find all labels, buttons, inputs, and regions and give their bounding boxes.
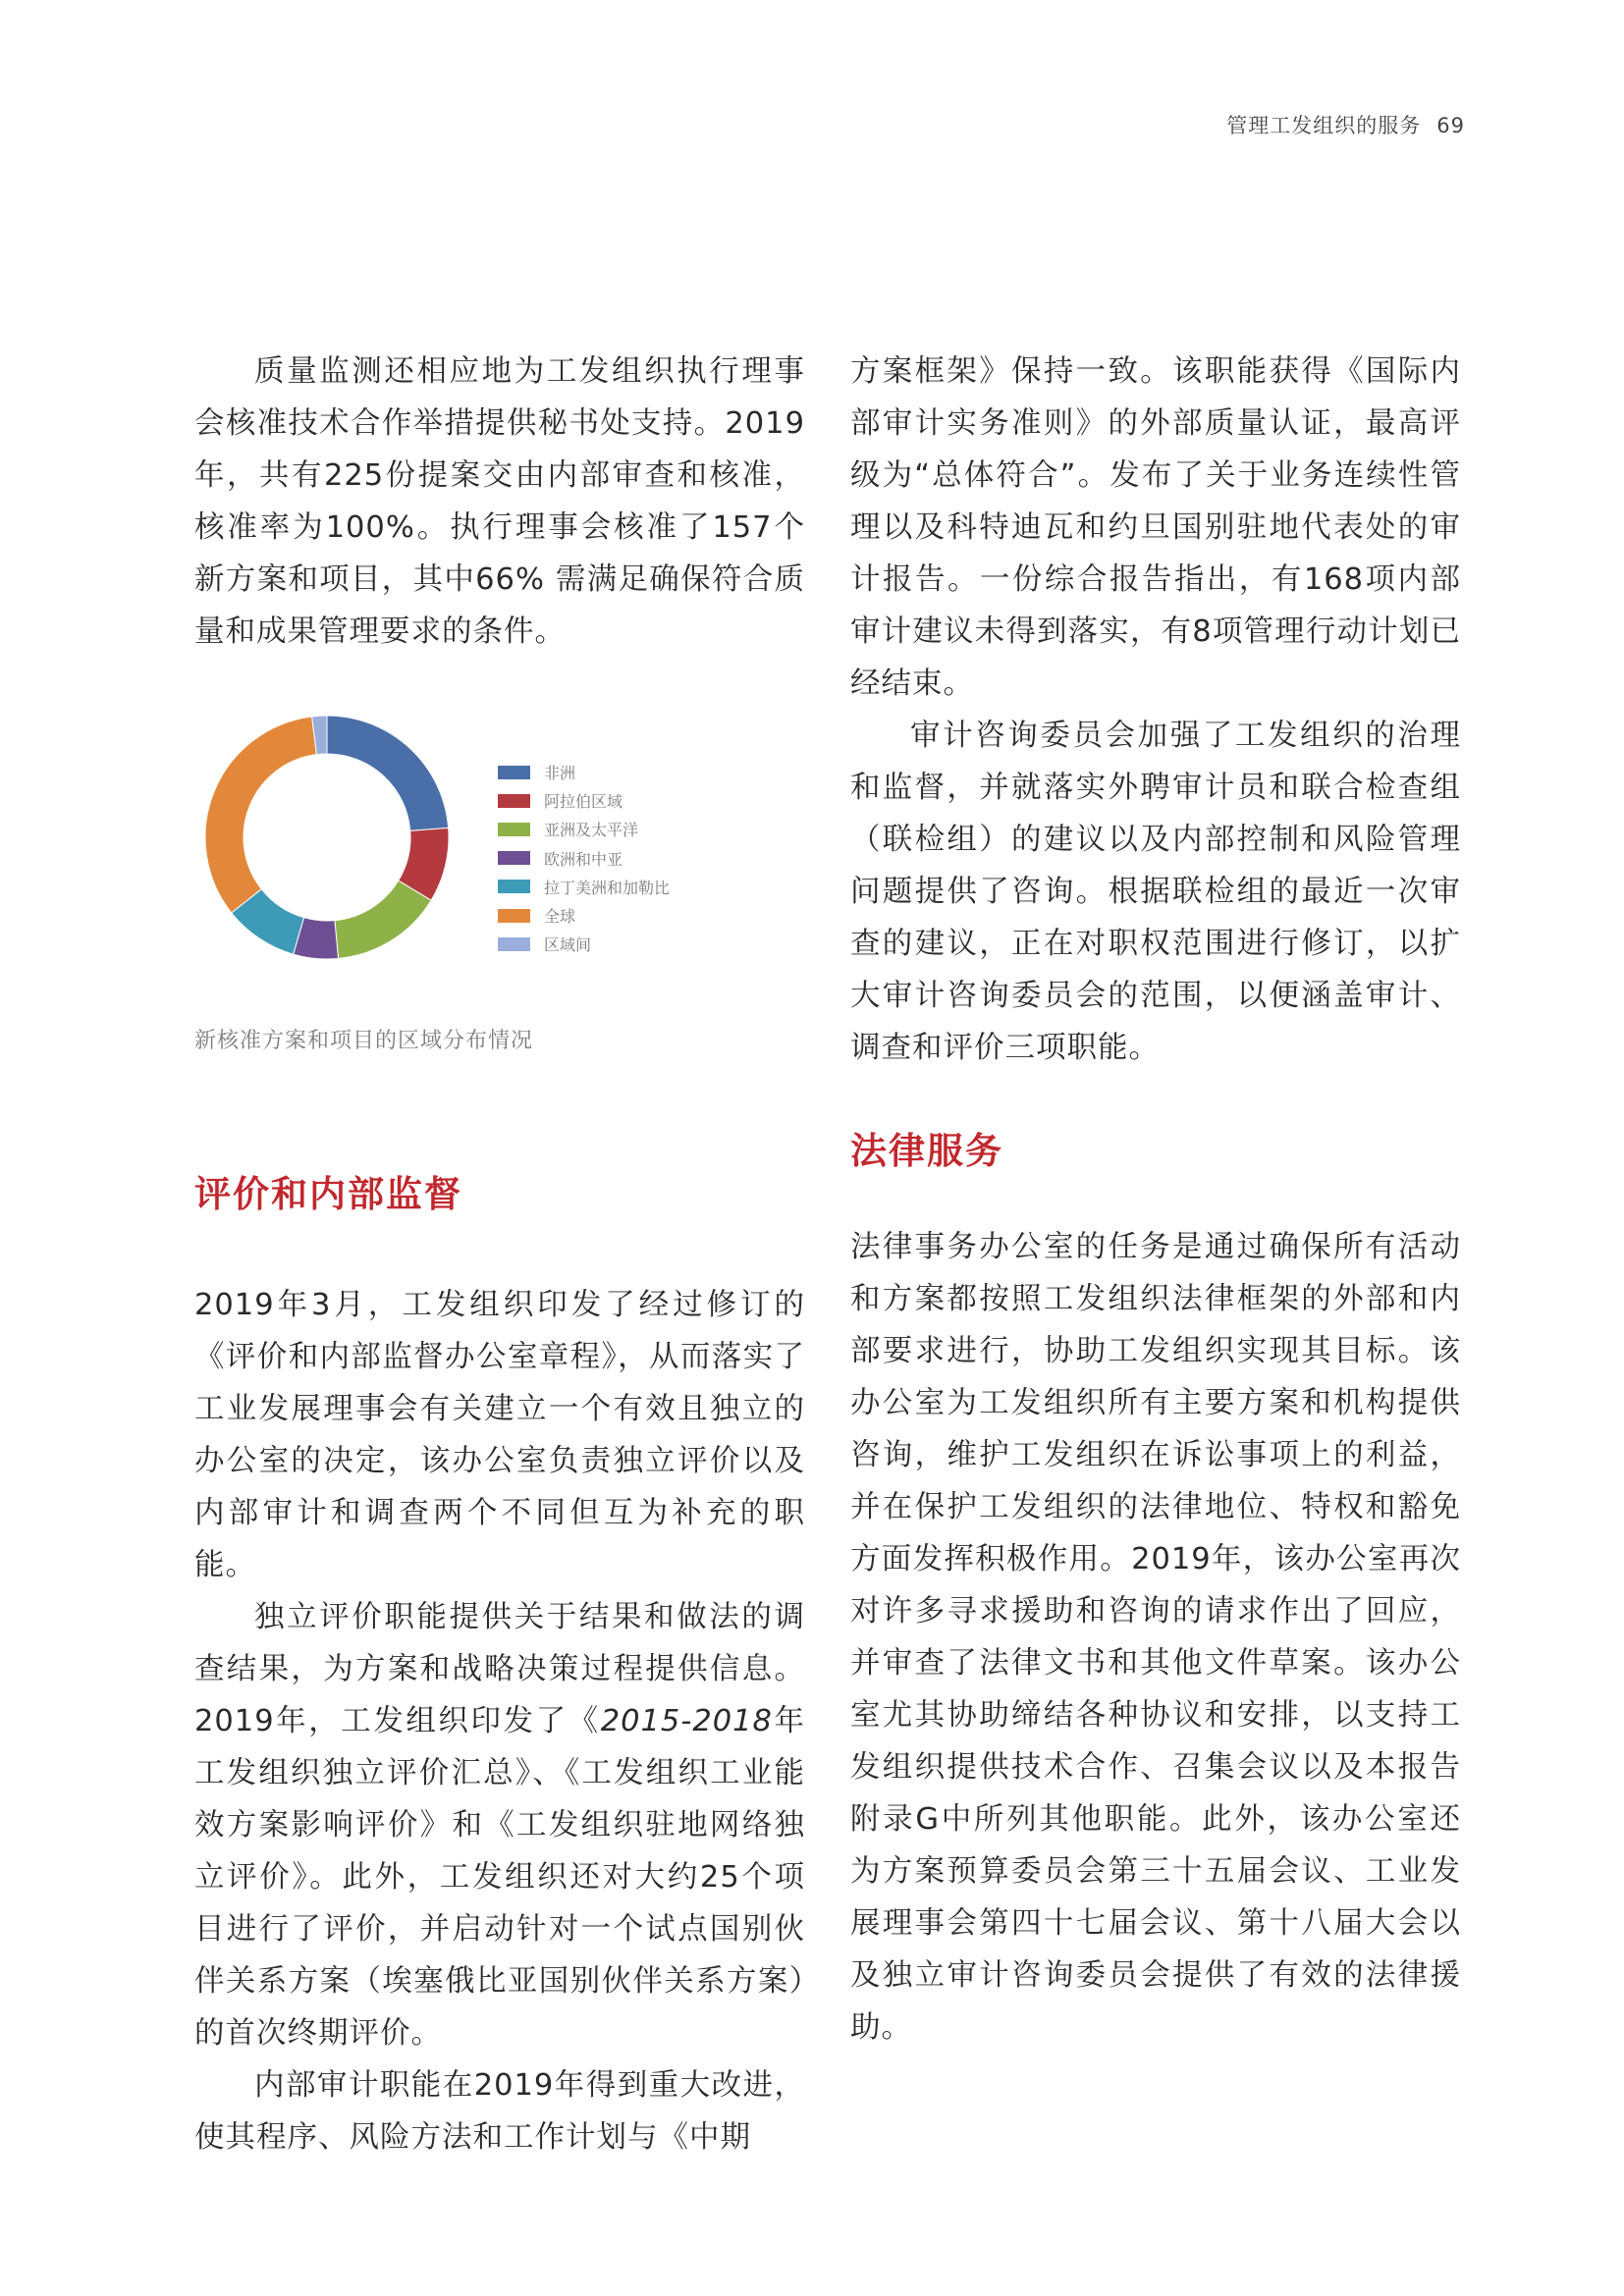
legend-label-1: 非洲 [544,764,576,783]
section-heading-legal: 法律服务 [850,1130,1003,1172]
chart-legend [498,758,670,958]
legend-swatch-2 [498,794,530,808]
donut-slice-3 [335,881,431,958]
legend-label-3: 亚洲及太平洋 [544,821,639,840]
evaluation-paragraph-2 [194,1591,805,2059]
donut-chart-svg [194,715,509,1014]
legend-swatch-1 [498,766,530,779]
legend-item-6 [498,901,670,930]
intro-paragraph: 质量监测还相应地为工发组织执行理事会核准技术合作举措提供秘书处支持。2019年，共有225份提案交由内部审查和核准，核准率为100%。执行理事会核准了157个新方案和项目，其中66% 需满足确保符合质量和成果管理要求的条件。 [194,354,805,649]
evaluation-paragraph-2-part-a: 独立评价职能提供关于结果和做法的调查结果，为方案和战略决策过程提供信息。2019年，工发组织印发了《 [194,1600,805,1738]
legend-item-4 [498,844,670,873]
right-column [850,346,1461,2054]
legend-label-6: 全球 [544,907,576,927]
legal-paragraph: 法律事务办公室的任务是通过确保所有活动和方案都按照工发组织法律框架的外部和内部要求进行，协助工发组织实现其目标。该办公室为工发组织所有主要方案和机构提供咨询，维护工发组织在诉讼事项上的利益，并在保护工发组织的法律地位、特权和豁免方面发挥积极作用。2019年，该办公室再次对许多寻求援助和咨询的请求作出了回应，并审查了法律文书和其他文件草案。该办公室尤其协助缔结各种协议和安排，以支持工发组织提供技术合作、召集会议以及本报告附录G中所列其他职能。此外，该办公室还为方案预算委员会第三十五届会议、工业发展理事会第四十七届会议、第十八届大会以及独立审计咨询委员会提供了有效的法律援助。 [850,1230,1461,2045]
section-heading-evaluation: 评价和内部监督 [194,1173,462,1215]
audit-paragraph-2: 审计咨询委员会加强了工发组织的治理和监督，并就落实外聘审计员和联合检查组（联检组）的建议以及内部控制和风险管理问题提供了咨询。根据联检组的最近一次审查的建议，正在对职权范围进行修订，以扩大审计咨询委员会的范围，以便涵盖审计、调查和评价三项职能。 [850,719,1461,1065]
legend-item-3 [498,815,670,843]
evaluation-paragraph-1: 2019年3月，工发组织印发了经过修订的《评价和内部监督办公室章程》，从而落实了工业发展理事会有关建立一个有效且独立的办公室的决定，该办公室负责独立评价以及内部审计和调查两个不同但互为补充的职能。 [194,1288,805,1582]
evaluation-paragraph-2-part-b: 年工发组织独立评价汇总》、《工发组织工业能效方案影响评价》和《工发组织驻地网络独立评价》。此外，工发组织还对大约25个项目进行了评价，并启动针对一个试点国别伙伴关系方案（埃塞俄比亚国别伙伴关系方案）的首次终期评价。 [194,1704,806,2051]
region-distribution-chart [194,715,805,1014]
legend-swatch-7 [498,937,530,951]
legend-item-7 [498,930,670,958]
chart-caption: 新核准方案和项目的区域分布情况 [194,1029,534,1053]
running-header [1226,110,1465,139]
legend-swatch-4 [498,851,530,865]
legend-swatch-3 [498,823,530,836]
legend-swatch-6 [498,909,530,923]
legend-item-5 [498,873,670,901]
donut-slice-6 [205,717,316,913]
left-column [194,346,805,2163]
donut-slice-1 [327,716,449,830]
audit-paragraph-1: 方案框架》保持一致。该职能获得《国际内部审计实务准则》的外部质量认证，最高评级为“总体符合”。发布了关于业务连续性管理以及科特迪瓦和约旦国别驻地代表处的审计报告。一份综合报告指出，有168项内部审计建议未得到落实，有8项管理行动计划已经结束。 [850,354,1461,701]
legend-label-5: 拉丁美洲和加勒比 [544,878,671,897]
legend-label-4: 欧洲和中亚 [544,849,623,869]
legend-label-7: 区域间 [544,935,592,955]
evaluation-paragraph-3: 内部审计职能在2019年得到重大改进，使其程序、风险方法和工作计划与《中期 [194,2068,805,2155]
page-number: 69 [1436,114,1465,137]
evaluation-paragraph-2-italic: 2015-2018 [600,1704,773,1738]
legend-item-1 [498,758,670,786]
legend-label-2: 阿拉伯区域 [544,792,623,812]
legend-item-2 [498,786,670,815]
header-title: 管理工发组织的服务 [1226,114,1422,137]
legend-swatch-5 [498,880,530,893]
